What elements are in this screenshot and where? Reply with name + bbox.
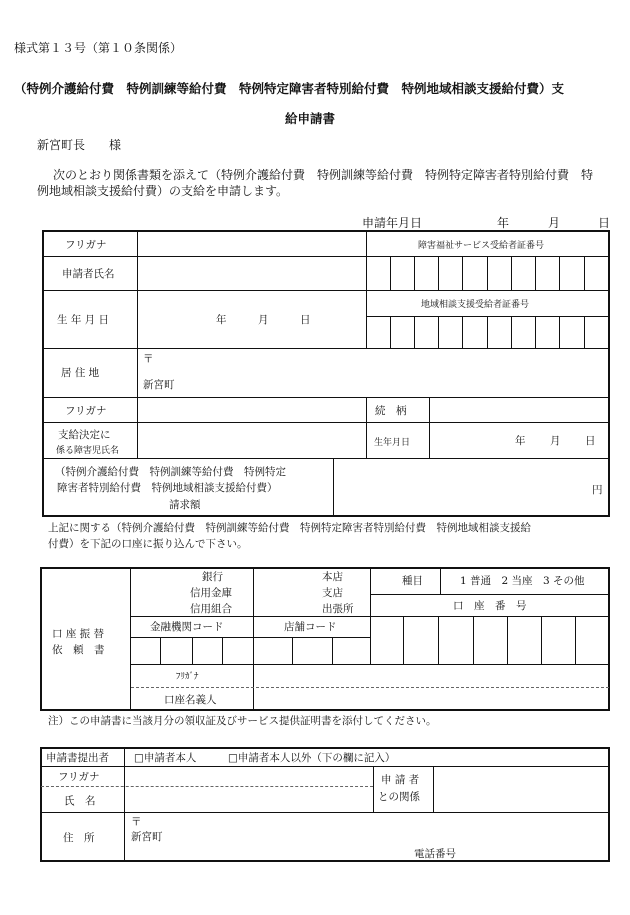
addressee: 新宮町長 様 (37, 138, 122, 152)
child-label-line1: 支給決定に (58, 429, 111, 441)
intro-line1: 次のとおり関係書類を添えて（特例介護給付費 特例訓練等給付費 特例特定障害者特別給付費 特 (53, 168, 594, 182)
phone-label: 電話番号 (414, 848, 456, 860)
claim-label-line2: 障害者特別給付費 特例地域相談支援給付費） (57, 482, 278, 494)
account-number-label: 口 座 番 号 (453, 600, 527, 612)
relation-line1: 申 請 者 (381, 774, 420, 786)
submitter-label: 申請書提出者 (46, 752, 109, 764)
birth-month-unit: 月 (258, 314, 269, 326)
welfare-cert-label: 障害福祉サービス受給者証番号 (418, 241, 545, 251)
applicant-name-label: 申請者氏名 (62, 268, 115, 280)
postal-mark: 〒 (143, 353, 154, 365)
option-applicant-self[interactable]: □申請者本人 (134, 752, 197, 764)
residence-town: 新宮町 (143, 379, 175, 391)
child-year-unit: 年 (515, 435, 526, 447)
relation-label: 続 柄 (375, 405, 407, 417)
transfer-notice-line1: 上記に関する（特例介護給付費 特例訓練等給付費 特例特定障害者特別給付費 特例地域相談支援給 (48, 522, 531, 534)
child-label-line2: 係る障害児氏名 (56, 446, 120, 456)
branch-code-label: 店舗コード (284, 621, 337, 633)
bank-type-bank: 銀行 (202, 571, 223, 583)
relation-line2: との関係 (378, 791, 420, 803)
form-number: 様式第１３号（第１０条関係） (14, 41, 183, 55)
institution-code-label: 金融機関コード (150, 621, 224, 633)
application-day-unit: 日 (598, 216, 611, 230)
bank-type-shinkin: 信用金庫 (190, 587, 232, 599)
bank-section-line1: 口 座 振 替 (52, 628, 105, 640)
application-month-unit: 月 (548, 216, 561, 230)
holder-kana-label: ﾌﾘｶﾞﾅ (176, 672, 199, 682)
furigana-label-child: フリガナ (65, 405, 107, 417)
application-date-label: 申請年月日 (362, 216, 423, 230)
birth-date-label: 生 年 月 日 (57, 314, 110, 326)
transfer-notice-line2: 付費）を下記の口座に振り込んで下さい。 (48, 538, 248, 550)
claim-label-line1: （特例介護給付費 特例訓練等給付費 特例特定 (55, 466, 286, 478)
yen-unit: 円 (592, 484, 603, 496)
furigana-label: フリガナ (65, 239, 107, 251)
birth-day-unit: 日 (300, 314, 311, 326)
submitter-postal-mark: 〒 (131, 816, 142, 828)
submitter-address-label: 住 所 (63, 832, 95, 844)
regional-cert-label: 地域相談支援受給者証番号 (421, 300, 530, 310)
submitter-name-label: 氏 名 (64, 795, 96, 807)
branch-type-main: 本店 (322, 571, 343, 583)
child-day-unit: 日 (585, 435, 596, 447)
application-year-unit: 年 (497, 216, 510, 230)
child-birth-label: 生年月日 (374, 438, 411, 448)
intro-line2: 例地域相談支援給付費）の支給を申請します。 (37, 184, 289, 198)
account-holder-label: 口座名義人 (164, 694, 217, 706)
submitter-furigana-label: フリガナ (58, 771, 100, 783)
branch-type-office: 出張所 (322, 603, 354, 615)
branch-type-branch: 支店 (322, 587, 343, 599)
account-type-options: 1 普通 2 当座 3 その他 (460, 575, 585, 587)
claim-label-line3: 請求額 (169, 499, 201, 511)
birth-year-unit: 年 (216, 314, 227, 326)
child-month-unit: 月 (550, 435, 561, 447)
attachment-note: 注）この申請書に当該月分の領収証及びサービス提供証明書を添付してください。 (48, 715, 437, 727)
form-title-line2: 給申請書 (285, 111, 336, 126)
bank-type-kumiai: 信用組合 (190, 603, 232, 615)
account-type-label: 種目 (402, 575, 423, 587)
option-applicant-other[interactable]: □申請者本人以外（下の欄に記入） (228, 752, 396, 764)
bank-section-line2: 依 頼 書 (52, 644, 105, 656)
residence-label: 居 住 地 (61, 367, 100, 379)
form-title-line1: （特例介護給付費 特例訓練等給付費 特例特定障害者特別給付費 特例地域相談支援給付費）支 (14, 81, 565, 96)
submitter-town: 新宮町 (131, 831, 163, 843)
